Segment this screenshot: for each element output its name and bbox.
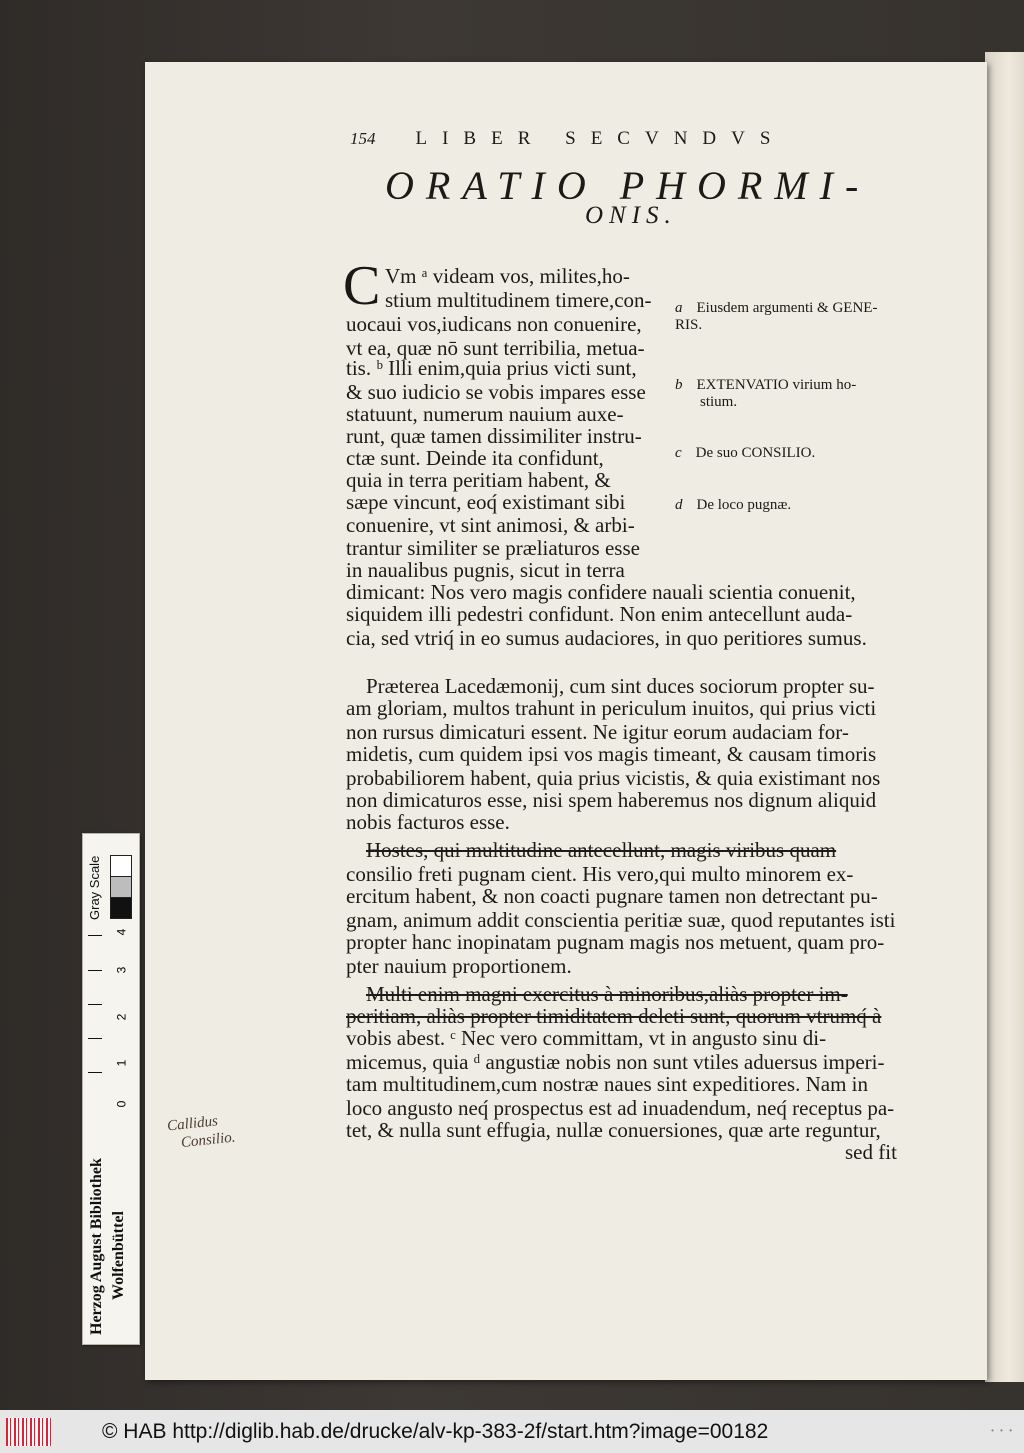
margin-note-letter: d [675, 497, 683, 513]
text-line: statuunt, numerum nauium auxe- [346, 402, 624, 426]
text-line: Præterea Lacedæmonij, cum sint duces sociorum propter su- [366, 674, 875, 698]
text-line: sæpe vincunt, eoq́ existimant sibi [346, 490, 626, 514]
oration-title-line1: ORATIO PHORMI- [385, 163, 871, 208]
margin-note-c [675, 445, 815, 462]
dots-icon: • • • [991, 1426, 1014, 1435]
oration-title-line2: ONIS. [585, 202, 677, 229]
text-line: am gloriam, multos trahunt in periculum inuitos, qui prius victi [346, 696, 877, 720]
text-line-struck: Hostes, qui multitudine antecellunt, magis viribus quam [366, 838, 837, 862]
text-line: consilio freti pugnam cient. His vero,qui multo minorem ex- [346, 862, 854, 886]
gray-swatch-black [110, 897, 132, 919]
running-head [350, 128, 850, 150]
text-line: gnam, animum addit conscientia peritiæ suæ, quod reputantes isti [346, 908, 896, 932]
ruler-tick [88, 935, 102, 936]
margin-note-text: De loco pugnæ. [696, 497, 792, 513]
margin-note-text: EXTENVATIO virium ho- [696, 377, 857, 393]
institution-name: Herzog August Bibliothek [88, 1158, 105, 1335]
margin-note-letter: c [675, 445, 682, 461]
text-line: ctæ sunt. Deinde ita confidunt, [346, 446, 604, 470]
text-line: vt ea, quæ nō sunt terribilia, metua- [346, 336, 645, 360]
ruler-number: 2 [114, 1013, 129, 1021]
text-line: in naualibus pugnis, sicut in terra [346, 558, 625, 582]
margin-note-text: De suo CONSILIO. [695, 445, 816, 461]
text-line: micemus, quia ᵈ angustiæ nobis non sunt vtiles aduersus imperi- [346, 1050, 885, 1074]
ruler-number: 4 [114, 928, 129, 936]
text-line: non dimicaturos esse, nisi spem haberemus nos dignum aliquid [346, 788, 877, 812]
text-line: Vm ᵃ videam vos, milites,ho- [385, 264, 630, 288]
text-line: & suo iudicio se vobis impares esse [346, 380, 646, 404]
text-line: tet, & nulla sunt effugia, nullæ conuersiones, quæ arte reguntur, [346, 1118, 881, 1142]
ruler-number: 1 [114, 1059, 129, 1067]
text-line-struck: Multi enim magni exercitus à minoribus,aliàs propter im- [366, 982, 848, 1006]
text-line: cia, sed vtriq́ in eo sumus audaciores, in quo peritiores sumus. [346, 626, 867, 650]
institution-city: Wolfenbüttel [110, 1211, 127, 1300]
handwritten-line: Consilio. [180, 1129, 237, 1152]
margin-note-letter: a [675, 300, 683, 316]
footer-bar [0, 1410, 1024, 1453]
margin-note-letter: b [675, 377, 683, 393]
adjacent-page-edge [985, 52, 1024, 1382]
gray-swatch-white [110, 855, 132, 877]
ruler-tick [88, 1004, 102, 1005]
source-url[interactable]: © HAB http://diglib.hab.de/drucke/alv-kp-383-2f/start.htm?image=00182 [102, 1419, 769, 1443]
text-line: trantur similiter se præliaturos esse [346, 536, 640, 560]
text-line: propter hanc inopinatam pugnam magis nos metuent, quam pro- [346, 930, 885, 954]
drop-capital: C [343, 255, 381, 317]
text-line: siquidem illi pedestri confidunt. Non enim antecellunt auda- [346, 602, 853, 626]
handwritten-annotation [166, 1111, 236, 1154]
text-line: stium multitudinem timere,con- [385, 288, 652, 312]
ruler-number: 3 [114, 966, 129, 974]
text-line: non rursus dimicaturi essent. Ne igitur eorum audaciam for- [346, 720, 849, 744]
margin-note-text: Eiusdem argumenti & GENE- [696, 300, 878, 316]
text-line: vobis abest. ᶜ Nec vero committam, vt in angusto sinu di- [346, 1026, 827, 1050]
text-line: uocaui vos,iudicans non conuenire, [346, 312, 642, 336]
text-line: runt, quæ tamen dissimiliter instru- [346, 424, 642, 448]
text-line: tam multitudinem,cum nostræ naues sint expeditiores. Nam in [346, 1072, 869, 1096]
gray-scale-label: Gray Scale [87, 855, 102, 920]
margin-note-d [675, 497, 791, 514]
ruler-tick [88, 1072, 102, 1073]
gray-swatch-light [110, 876, 132, 898]
catchword: sed fit [845, 1140, 897, 1164]
text-line: tis. ᵇ Illi enim,quia prius victi sunt, [346, 356, 637, 380]
text-line: loco angusto neq́ prospectus est ad inuadendum, neq́ receptus pa- [346, 1096, 895, 1120]
ruler-number: 0 [114, 1100, 129, 1108]
handwritten-line: Callidus [166, 1113, 219, 1135]
text-line: probabiliorem habent, quia prius vicistis, & quia existimant nos [346, 766, 881, 790]
page-number: 154 [350, 129, 376, 148]
text-line: midetis, cum quidem ipsi vos magis timeant, & causam timoris [346, 742, 877, 766]
text-line: conuenire, vt sint animosi, & arbi- [346, 513, 635, 537]
text-line: pter nauium proportionem. [346, 954, 572, 978]
text-line: nobis facturos esse. [346, 810, 510, 834]
text-line: dimicant: Nos vero magis confidere nauali scientia conuenit, [346, 580, 856, 604]
text-line: ercitum habent, & non coacti pugnare tamen non detrectant pu- [346, 884, 878, 908]
hab-logo-icon [6, 1418, 52, 1446]
text-line: quia in terra peritiam habent, & [346, 468, 611, 492]
margin-note-text: stium. [700, 394, 738, 411]
text-line-struck: peritiam, aliàs propter timiditatem deleti sunt, quorum vtrumq́ à [346, 1004, 882, 1028]
margin-note-a [675, 300, 877, 335]
margin-note-text: RIS. [675, 317, 703, 334]
margin-note-b [675, 377, 856, 412]
ruler-tick [88, 1038, 102, 1039]
ruler-tick [88, 970, 102, 971]
running-title: LIBER SECVNDVS [415, 128, 786, 149]
